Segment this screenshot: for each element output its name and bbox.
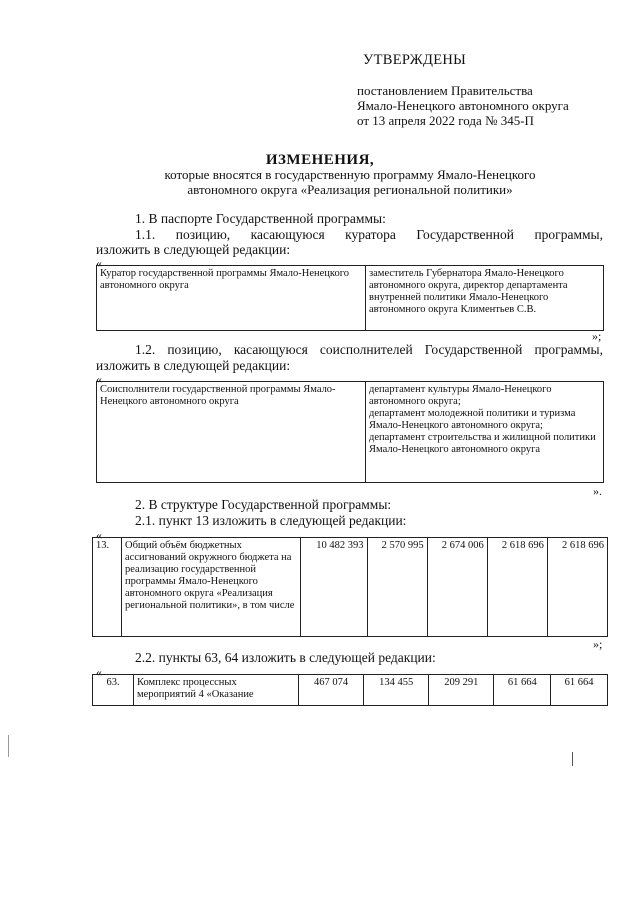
- coexecutor-item: департамент строительства и жилищной политики Ямало-Ненецкого автономного округа: [369, 432, 596, 455]
- item-1-2-line2: изложить в следующей редакции:: [96, 358, 291, 373]
- document-subtitle: [90, 167, 610, 197]
- open-quote: «: [96, 372, 102, 386]
- row-description: Общий объём бюджетных ассигнований окружного бюджета на реализацию государственной программы Ямало-Ненецкого автономного округа «Реализация региональной политики», в том числе: [122, 538, 301, 637]
- row-value: 61 664: [551, 675, 608, 706]
- subtitle-line: автономного округа «Реализация региональной политики»: [187, 182, 513, 197]
- resolution-block: [357, 83, 569, 128]
- row-value: 2 618 696: [487, 538, 547, 637]
- approved-label: УТВЕРЖДЕНЫ: [363, 52, 467, 68]
- row-value: 2 618 696: [547, 538, 607, 637]
- row-value: 2 674 006: [427, 538, 487, 637]
- row-value: 61 664: [494, 675, 551, 706]
- curator-value: заместитель Губернатора Ямало-Ненецкого автономного округа, директор департамента внутренней политики Ямало-Ненецкого автономного округа Климентьев С.В.: [366, 266, 604, 331]
- item-2-2: 2.2. пункты 63, 64 изложить в следующей редакции:: [135, 650, 436, 665]
- coexecutor-item: департамент культуры Ямало-Ненецкого автономного округа;: [369, 384, 552, 407]
- row-value: 2 570 995: [367, 538, 427, 637]
- row-value: 209 291: [429, 675, 494, 706]
- row-number: 63.: [93, 675, 134, 706]
- curator-table: [96, 265, 604, 331]
- row-value: 467 074: [299, 675, 364, 706]
- coexecutor-item: департамент молодежной политики и туризма Ямало-Ненецкого автономного округа;: [369, 408, 576, 431]
- row-number: 13.: [93, 538, 122, 637]
- close-quote: ».: [593, 484, 602, 498]
- open-quote: «: [96, 665, 102, 679]
- item-1-1-line1: 1.1. позицию, касающуюся куратора Государственной программы,: [135, 227, 603, 242]
- item-2-1: 2.1. пункт 13 изложить в следующей редакции:: [135, 513, 407, 528]
- curator-label: Куратор государственной программы Ямало-Ненецкого автономного округа: [97, 266, 366, 331]
- row13-table: [92, 537, 608, 637]
- row-description: Комплекс процессных мероприятий 4 «Оказание: [134, 675, 299, 706]
- coexecutors-label: Соисполнители государственной программы Ямало-Ненецкого автономного округа: [97, 382, 366, 483]
- row63-table: [92, 674, 608, 706]
- open-quote: «: [96, 528, 102, 542]
- open-quote: «: [96, 256, 102, 270]
- document-title: ИЗМЕНЕНИЯ,: [265, 152, 375, 168]
- subtitle-line: которые вносятся в государственную программу Ямало-Ненецкого: [164, 167, 536, 182]
- resolution-line: постановлением Правительства: [357, 83, 533, 98]
- close-quote: »;: [592, 329, 602, 343]
- section1-heading: 1. В паспорте Государственной программы:: [135, 211, 386, 226]
- scan-artifact: [572, 752, 573, 766]
- coexecutors-values: [366, 382, 604, 483]
- coexecutors-table: [96, 381, 604, 483]
- item-1-2-line1: 1.2. позицию, касающуюся соисполнителей Государственной программы,: [135, 342, 603, 357]
- close-quote: »;: [593, 637, 603, 651]
- scan-artifact: [8, 735, 9, 757]
- resolution-line: Ямало-Ненецкого автономного округа: [357, 98, 569, 113]
- resolution-line: от 13 апреля 2022 года № 345-П: [357, 113, 534, 128]
- row-value: 10 482 393: [301, 538, 368, 637]
- item-1-1-line2: изложить в следующей редакции:: [96, 242, 291, 257]
- section2-heading: 2. В структуре Государственной программы:: [135, 497, 392, 512]
- row-value: 134 455: [364, 675, 429, 706]
